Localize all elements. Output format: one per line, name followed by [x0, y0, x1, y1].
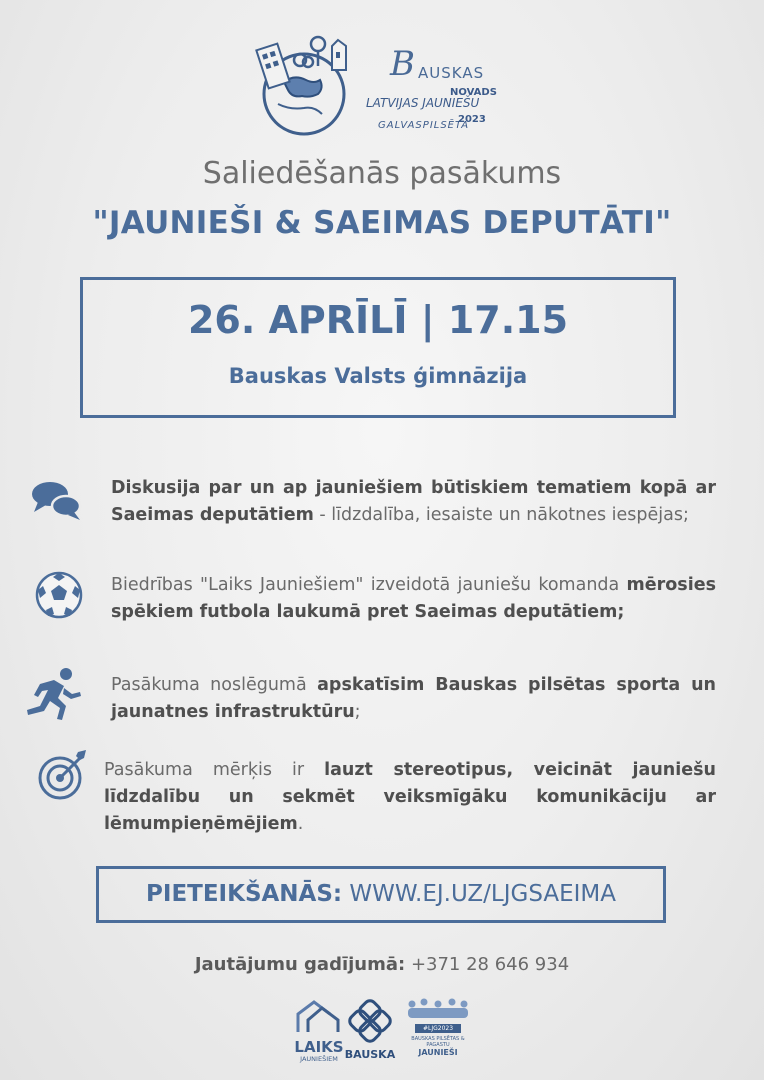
youth-logo-top: BAUSKAS PILSĒTAS & PAGASTU [411, 1036, 465, 1048]
logo-latvijas-jauniesu: LATVIJAS JAUNIEŠU [366, 96, 480, 110]
event-title: "JAUNIEŠI & SAEIMAS DEPUTĀTI" [92, 205, 672, 241]
target-icon [36, 748, 88, 800]
list-item-infrastructure [111, 672, 716, 726]
globe-keys-logo [248, 32, 360, 140]
event-date-time: 26. APRĪLĪ | 17.15 [187, 298, 569, 342]
laiks-logo-top: LAIKS [294, 1038, 344, 1056]
football-text: Biedrības "Laiks Jauniešiem" izveidotā jauniešu komanda [111, 575, 627, 595]
contact-line [0, 954, 764, 975]
runner-icon [26, 666, 78, 718]
infrastructure-text-end: ; [354, 702, 361, 722]
bauska-logo [344, 998, 396, 1064]
youth-badge: #LJG2023 [415, 1024, 461, 1033]
event-subtitle: Saliedēšanās pasākums [202, 156, 562, 191]
registration-box[interactable] [96, 866, 666, 923]
registration-link[interactable]: WWW.EJ.UZ/LJGSAEIMA [342, 881, 616, 907]
event-venue: Bauskas Valsts ģimnāzija [228, 364, 528, 388]
laiks-logo-bottom: JAUNIEŠIEM [300, 1055, 338, 1063]
infrastructure-bold-text: apskatīsim Bauskas pilsētas sporta un jaunatnes infrastruktūru [111, 675, 716, 722]
laiks-jauniesiem-logo [292, 998, 346, 1064]
youth-logo-bottom: JAUNIEŠI [418, 1048, 458, 1057]
bauskas-jauniesi-logo [400, 998, 476, 1064]
list-item-discussion [111, 475, 716, 529]
date-venue-box [80, 277, 676, 418]
bauskas-novads-logo [362, 40, 508, 150]
goal-text: Pasākuma mērķis ir [104, 760, 325, 780]
bauska-logo-text: BAUSKA [344, 1048, 396, 1061]
logo-auskas: AUSKAS [418, 64, 485, 82]
logo-letter-b: B [390, 44, 415, 84]
soccer-ball-icon [34, 570, 86, 622]
speech-bubbles-icon [30, 474, 82, 526]
registration-label: PIETEIKŠANĀS: [146, 881, 343, 907]
infrastructure-text: Pasākuma noslēgumā [111, 675, 318, 695]
discussion-text: - līdzdalība, iesaiste un nākotnes iespējas; [313, 505, 689, 525]
list-item-goal [104, 757, 716, 838]
logo-novads: NOVADS [450, 87, 497, 98]
contact-phone[interactable]: +371 28 646 934 [405, 954, 570, 975]
contact-label: Jautājumu gadījumā: [194, 954, 406, 975]
discussion-bold-text: Diskusija par un ap jauniešiem būtiskiem tematiem kopā ar Saeimas deputātiem [111, 478, 716, 525]
logo-galvaspilseta: GALVASPILSĒTA [378, 120, 470, 131]
goal-bold-text: lauzt stereotipus, veicināt jauniešu līdzdalību un sekmēt veiksmīgāku komunikāciju ar lēmumpieņēmējiem [104, 760, 716, 834]
list-item-football [111, 572, 716, 626]
logo-year: 2023 [458, 114, 486, 125]
goal-text-end: . [297, 814, 304, 834]
football-bold-text: mērosies spēkiem futbola laukumā pret Saeimas deputātiem; [111, 575, 716, 622]
